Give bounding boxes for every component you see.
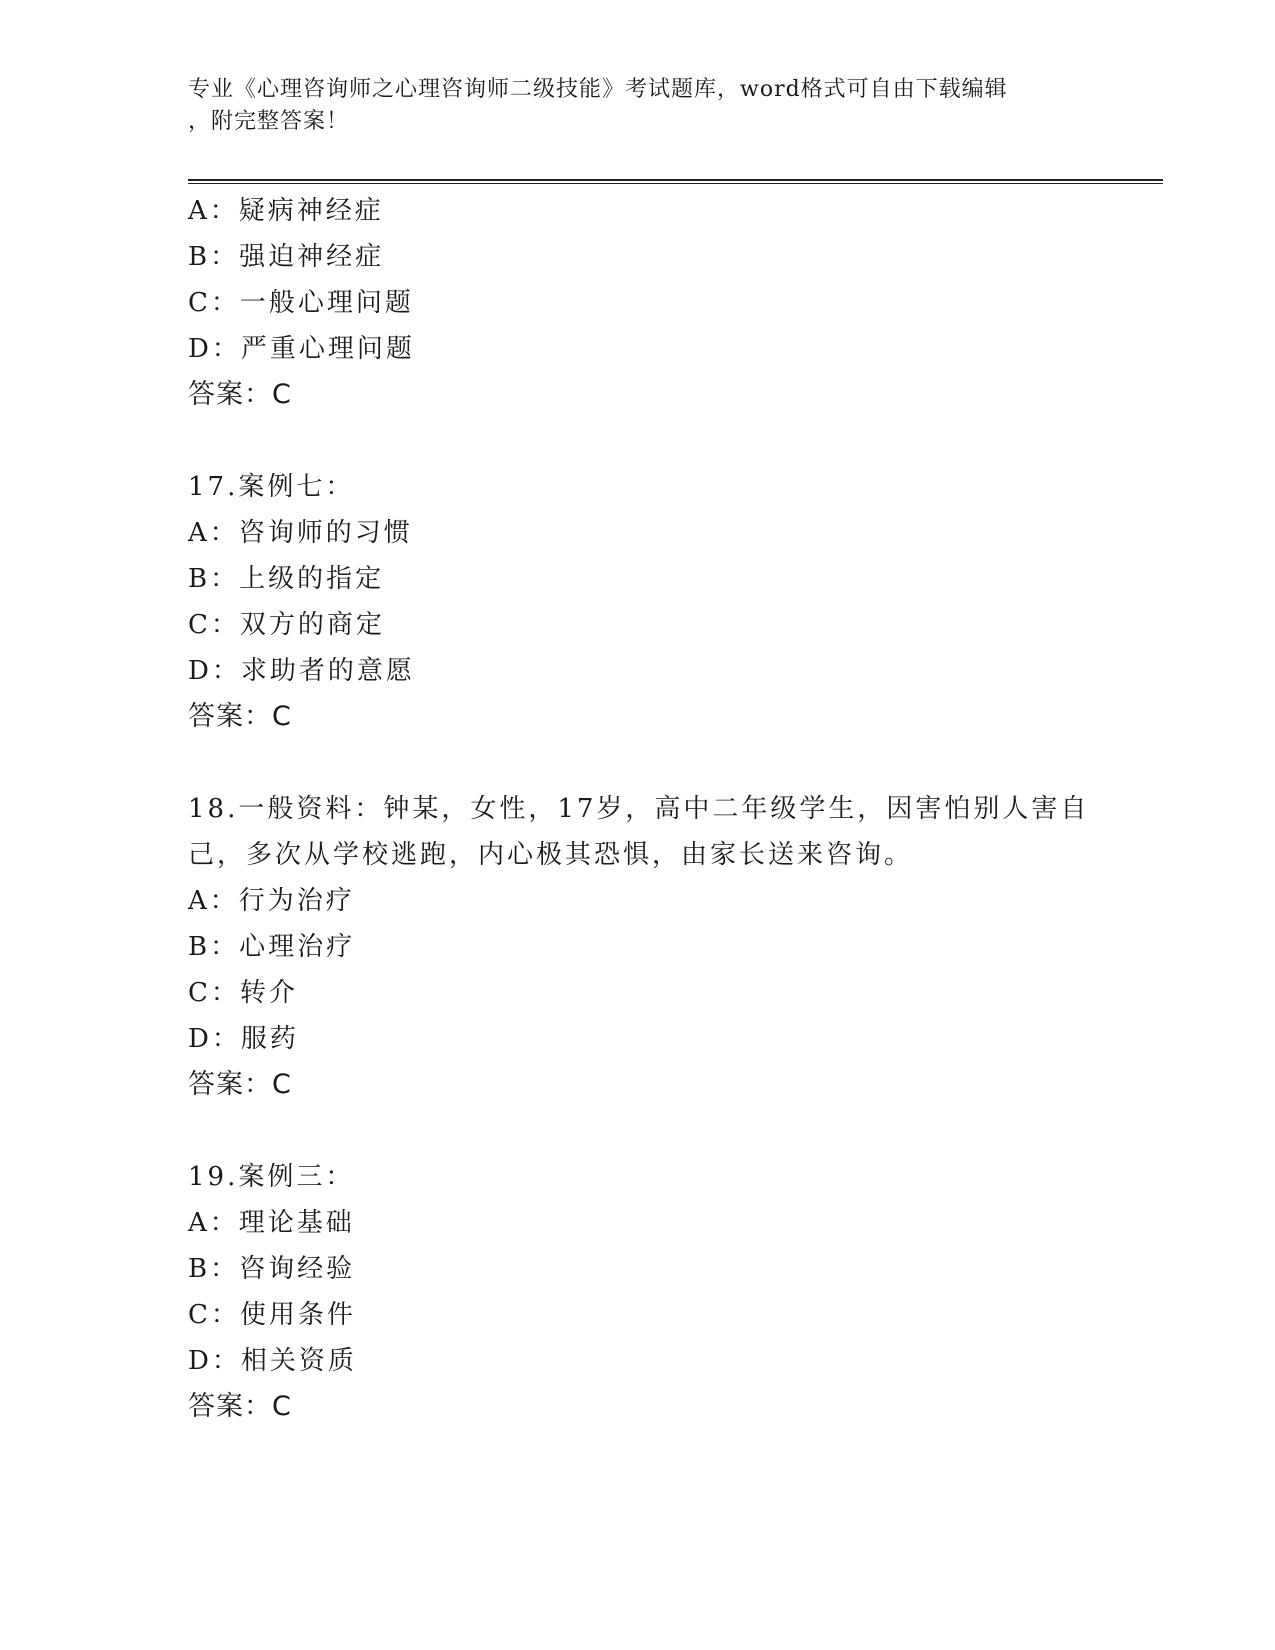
question-stem-line-2: 己，多次从学校逃跑，内心极其恐惧，由家长送来咨询。 [188, 840, 914, 870]
question-19-block [188, 1154, 1128, 1430]
option-b: B：心理治疗 [188, 932, 356, 962]
header-divider [188, 179, 1163, 184]
question-stem: 19.案例三： [188, 1162, 355, 1192]
option-d: D：服药 [188, 1024, 299, 1054]
question-stem: 17.案例七： [188, 472, 355, 502]
option-b: B：咨询经验 [188, 1254, 356, 1284]
question-18-block [188, 786, 1128, 1108]
question-17-block [188, 464, 1128, 740]
option-d: D：相关资质 [188, 1346, 357, 1376]
header-line-2: ，附完整答案！ [188, 109, 350, 134]
answer-line: 答案：C [188, 1391, 292, 1422]
option-c: C：一般心理问题 [188, 288, 414, 318]
question-stem-line-1: 18.一般资料：钟某，女性，17岁，高中二年级学生，因害怕别人害自 [188, 794, 1090, 824]
spacer [188, 1108, 1128, 1154]
option-c: C：使用条件 [188, 1300, 356, 1330]
option-d: D：求助者的意愿 [188, 656, 415, 686]
option-b: B：上级的指定 [188, 564, 385, 594]
option-c: C：转介 [188, 978, 298, 1008]
option-a: A：咨询师的习惯 [188, 518, 413, 548]
document-header [188, 74, 1088, 138]
spacer [188, 740, 1128, 786]
answer-line: 答案：C [188, 379, 292, 410]
question-list [188, 188, 1128, 1430]
answer-line: 答案：C [188, 701, 292, 732]
option-a: A：疑病神经症 [188, 196, 384, 226]
option-b: B：强迫神经症 [188, 242, 385, 272]
answer-line: 答案：C [188, 1069, 292, 1100]
header-line-1: 专业《心理咨询师之心理咨询师二级技能》考试题库，word格式可自由下载编辑 [188, 77, 1008, 102]
option-d: D：严重心理问题 [188, 334, 415, 364]
option-c: C：双方的商定 [188, 610, 385, 640]
question-16-block [188, 188, 1128, 418]
option-a: A：理论基础 [188, 1208, 355, 1238]
option-a: A：行为治疗 [188, 886, 355, 916]
spacer [188, 418, 1128, 464]
